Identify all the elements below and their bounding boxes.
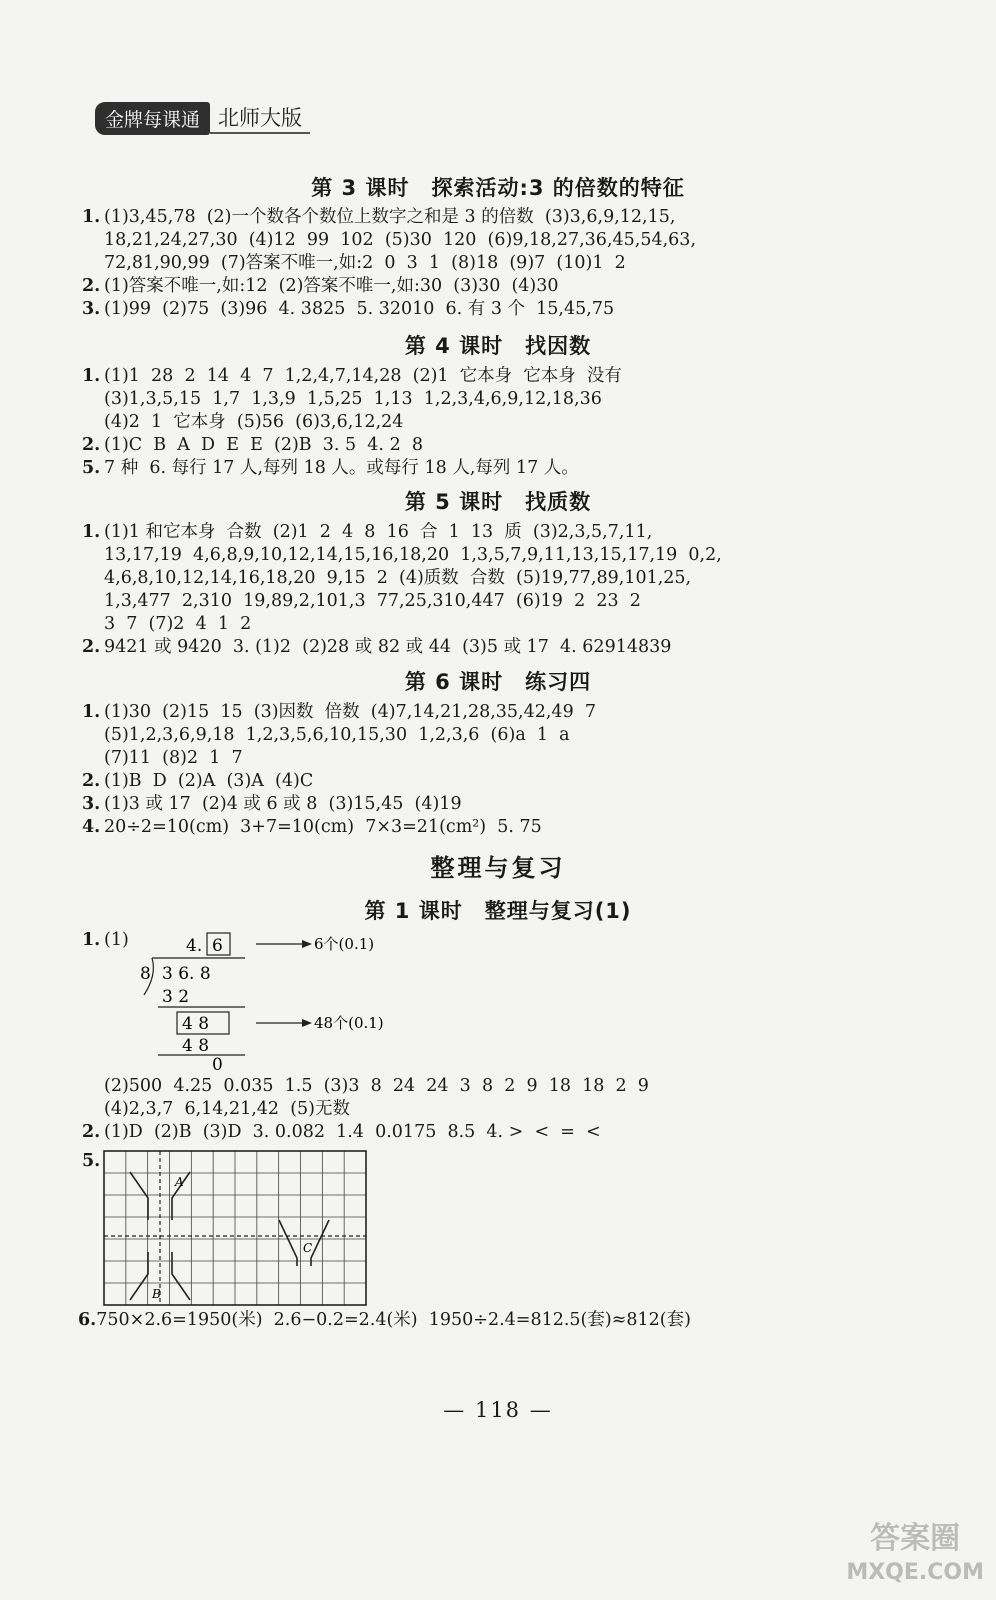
answer-line: [82, 770, 313, 792]
question-number: 2.: [82, 1122, 101, 1142]
answer-text: (1)B D (2)A (3)A (4)C: [104, 771, 314, 791]
answer-line: [82, 567, 691, 589]
edition-label: 北师大版: [210, 102, 310, 134]
review-q6-text: 750×2.6=1950(米) 2.6−0.2=2.4(米) 1950÷2.4=812.5(套)≈812(套): [96, 1310, 691, 1330]
review-lesson1-title: 第 1 课时 整理与复习(1): [364, 899, 632, 923]
question-number: 2.: [82, 276, 101, 296]
brand-label: 金牌每课通: [95, 102, 210, 135]
answer-text: 1,3,477 2,310 19,89,2,101,3 77,25,310,447 (6)19 2 23 2: [104, 591, 641, 611]
division-final: 0: [212, 1055, 223, 1075]
lesson4-title: 第 4 课时 找因数: [404, 334, 592, 358]
review-q1-sub: (1): [104, 930, 129, 950]
answer-line: [82, 206, 675, 228]
answer-line: [82, 365, 622, 387]
review-title: 整理与复习: [430, 854, 566, 882]
division-dividend: 3 6. 8: [162, 964, 211, 984]
answer-text: (3)1,3,5,15 1,7 1,3,9 1,5,25 1,13 1,2,3,4,6,9,12,18,36: [104, 389, 602, 409]
answer-text: (1)D (2)B (3)D 3. 0.082 1.4̇ 0.0175 8.5 4. > < = <: [104, 1122, 601, 1142]
answer-text: (4)2 1 它本身 (5)56 (6)3,6,12,24: [104, 412, 404, 432]
review-q1-label: 1.: [82, 930, 101, 950]
answer-line: [82, 275, 559, 297]
answer-text: 13,17,19 4,6,8,9,10,12,14,15,16,18,20 1,3,5,7,9,11,13,15,17,19 0,2,: [104, 545, 722, 565]
lesson6-title: 第 6 课时 练习四: [404, 670, 592, 694]
answer-line: [82, 298, 614, 320]
answer-text: 4,6,8,10,12,14,16,18,20 9,15 2 (4)质数 合数 (5)19,77,89,101,25,: [104, 568, 692, 588]
division-divisor: 8: [140, 964, 151, 984]
answer-text: (5)1,2,3,6,9,18 1,2,3,5,6,10,15,30 1,2,3,6 (6)a 1 a: [104, 725, 570, 745]
answer-line: [82, 388, 602, 410]
answer-line: [82, 411, 403, 433]
answer-line: [82, 793, 462, 815]
review-q6-num: 6.: [78, 1310, 97, 1330]
question-number: 1.: [82, 207, 101, 227]
shape-c-left: [279, 1220, 297, 1266]
question-number: 4.: [82, 817, 101, 837]
answer-line: [82, 724, 570, 746]
answer-line: [82, 252, 626, 274]
answer-text: 7 种 6. 每行 17 人,每列 18 人。或每行 18 人,每列 17 人。: [104, 458, 579, 478]
shape-b: [172, 1252, 190, 1300]
answer-text: (1)1 和它本身 合数 (2)1 2 4 8 16 合 1 13 质 (3)2,3,5,7,11,: [104, 522, 653, 542]
answer-text: (1)99 (2)75 (3)96 4. 3825 5. 32010 6. 有 3 个 15,45,75: [104, 299, 615, 319]
answer-text: (1)1 28 2 14 4 7 1,2,4,7,14,28 (2)1 它本身 它本身 没有: [104, 366, 622, 386]
answer-text: (1)3 或 17 (2)4 或 6 或 8 (3)15,45 (4)19: [104, 794, 462, 814]
arrow2-head: [302, 1019, 312, 1027]
answer-line: [82, 1121, 601, 1143]
question-number: 3.: [82, 794, 101, 814]
answer-text: (1)C B A D E E (2)B 3. 5 4. 2 8: [104, 435, 423, 455]
answer-line: [82, 544, 722, 566]
answer-text: 72,81,90,99 (7)答案不唯一,如:2 0 3 1 (8)18 (9)7 (10)1 2: [104, 253, 626, 273]
page-number: — 118 —: [443, 1398, 553, 1422]
arrow1-label: 6个(0.1): [314, 935, 375, 953]
shape-a-left: [130, 1172, 148, 1220]
answer-line: [82, 521, 652, 543]
shape-c: [311, 1220, 329, 1266]
question-number: 1.: [82, 366, 101, 386]
answer-text: (1)答案不唯一,如:12 (2)答案不唯一,如:30 (3)30 (4)30: [104, 276, 559, 296]
review-q6: [78, 1309, 691, 1331]
division-remainder: 4 8: [182, 1014, 210, 1034]
review-q5-label: 5.: [82, 1151, 101, 1171]
answer-line: [82, 1075, 649, 1097]
question-number: 1.: [82, 522, 101, 542]
watermark-line2: MXQE.COM: [846, 1560, 984, 1585]
question-number: 2.: [82, 435, 101, 455]
answer-text: (1)30 (2)15 15 (3)因数 倍数 (4)7,14,21,28,35,42,49 7: [104, 702, 596, 722]
question-number: 1.: [82, 702, 101, 722]
answer-text: 18,21,24,27,30 (4)12 99 102 (5)30 120 (6)9,18,27,36,45,54,63,: [104, 230, 697, 250]
question-number: 5.: [82, 458, 101, 478]
answer-line: [82, 816, 542, 838]
answer-text: 9421 或 9420 3. (1)2 (2)28 或 82 或 44 (3)5 或 17 4. 62914839: [104, 637, 672, 657]
answer-line: [82, 457, 579, 479]
answer-text: (7)11 (8)2 1 7: [104, 748, 243, 768]
answer-line: [82, 747, 243, 769]
arrow1-head: [302, 940, 312, 948]
lesson5-title: 第 5 课时 找质数: [404, 490, 592, 514]
long-division-figure: [130, 925, 410, 1075]
answer-text: (4)2,3,7 6,14,21,42 (5)无数: [104, 1099, 350, 1119]
answer-line: [82, 434, 423, 456]
division-step1: 3 2: [162, 987, 190, 1007]
answer-line: [82, 229, 696, 251]
answer-line: [82, 636, 671, 658]
answer-line: [82, 590, 641, 612]
answer-line: [82, 613, 251, 635]
label-a: A: [175, 1175, 184, 1189]
answer-text: (1)3,45,78 (2)一个数各个数位上数字之和是 3 的倍数 (3)3,6,9,12,15,: [104, 207, 676, 227]
question-number: 3.: [82, 299, 101, 319]
answer-line: [82, 701, 596, 723]
division-step2: 4 8: [182, 1036, 210, 1056]
answer-line: [82, 1098, 350, 1120]
question-number: 2.: [82, 637, 101, 657]
answer-text: 20÷2=10(cm) 3+7=10(cm) 7×3=21(cm²) 5. 75: [104, 817, 542, 837]
shape-b-left: [130, 1252, 148, 1300]
watermark-logo: [846, 1522, 984, 1590]
book-header: [95, 100, 310, 136]
division-quotient: 4.: [186, 936, 203, 956]
grid-figure: [103, 1150, 368, 1308]
label-c: C: [303, 1241, 313, 1255]
label-b: B: [152, 1287, 161, 1301]
arrow2-label: 48个(0.1): [314, 1014, 384, 1032]
watermark-line1: 答案圈: [870, 1521, 961, 1556]
answer-text: 3 7 (7)2 4 1 2: [104, 614, 252, 634]
division-quotient-digit: 6: [212, 936, 223, 956]
answer-text: (2)500 4.25 0.035 1.5 (3)3 8 24 24 3 8 2 9 18 18 2 9: [104, 1076, 649, 1096]
lesson3-title: 第 3 课时 探索活动:3 的倍数的特征: [311, 176, 685, 200]
question-number: 2.: [82, 771, 101, 791]
